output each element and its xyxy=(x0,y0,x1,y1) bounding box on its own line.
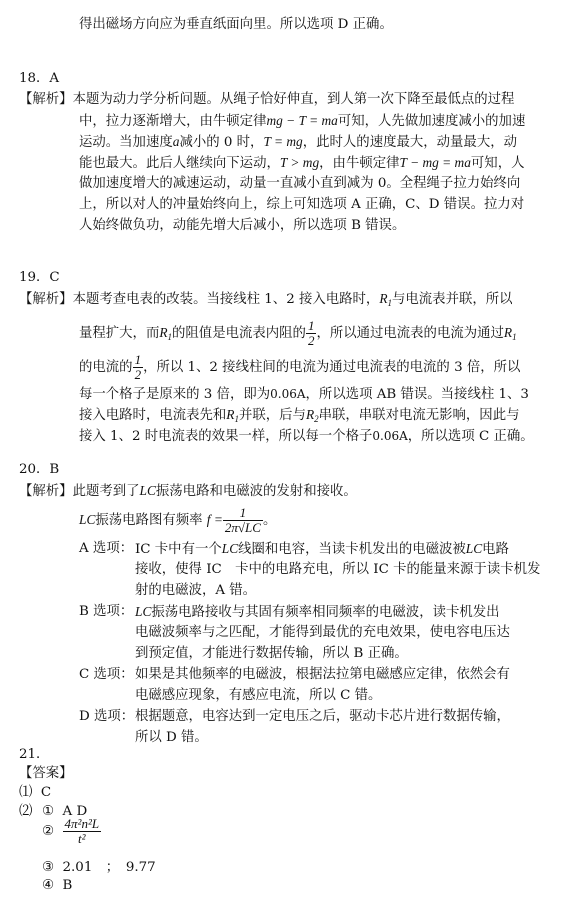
answer-tag: 【答案】 xyxy=(19,766,73,781)
option-a-label: A 选项： xyxy=(79,541,134,556)
option-b-line-1: LC振荡电路接收与其固有频率相同频率的电磁波，读卡机发出 xyxy=(135,604,500,620)
equation: T > mg xyxy=(279,155,320,170)
q19-number: 19．C xyxy=(19,270,60,285)
option-b-line-2: 电磁波频率与之匹配，才能得到最优的充电效果，使电容电压达 xyxy=(135,625,510,640)
q19-line-5: 接入电路时，电流表先和$R_1$并联，后与$R_2$串联，串联对电流无影响，因此与 xyxy=(79,407,520,424)
option-b-line-3: 到预定值，才能进行数据传输，所以 B 正确。 xyxy=(135,646,408,661)
q21-part-1: ⑴ C xyxy=(19,785,52,800)
q17-tail: 得出磁场方向应为垂直纸面向里。所以选项 D 正确。 xyxy=(79,17,393,32)
frequency-fraction: $\frac{1}{2\pi√LC}$ xyxy=(224,504,261,535)
option-d-line-1: 根据题意，电容达到一定电压之后，驱动卡芯片进行数据传输， xyxy=(135,709,510,724)
q19-line-6: 接入 1、2 时电流表的效果一样，所以每一个格子0.06A，所以选项 C 正确。 xyxy=(79,429,534,444)
fraction-half: $\frac{1}{2}$ xyxy=(134,351,142,382)
option-d-label: D 选项： xyxy=(79,709,135,724)
q21-sub-3: ③ 2.01 ； 9.77 xyxy=(42,860,156,875)
q18-line-1: 【解析】本题为动力学分析问题。从绳子恰好伸直，到人第一次下降至最低点的过程 xyxy=(19,92,515,107)
q18-line-4: 能也最大。此后人继续向下运动，T > mg，由牛顿定律T − mg = ma可知，人 xyxy=(79,155,525,171)
resistor-r1: $R_1$ xyxy=(226,407,239,424)
q20-frequency-line: LC振荡电路图有频率 f = $\frac{1}{2\pi√LC}$ 。 xyxy=(79,504,277,535)
resistor-r1: $R_1$ xyxy=(159,325,173,342)
equation: T − mg = ma xyxy=(399,155,471,170)
q19-line-3: 的电流的 $\frac{1}{2}$ ，所以 1、2 接线柱间的电流为通过电流表的电流的 3 倍，所以 xyxy=(79,351,521,382)
q18-line-3: 运动。当加速度a减小的 0 时，T = mg，此时人的速度最大，动量最大，动 xyxy=(79,134,517,150)
option-a-line-2: 接收，使得 IC 卡中的电路充电，所以 IC 卡的能量来源于读卡机发 xyxy=(135,562,541,577)
q19-line-4: 每一个格子是原来的 3 倍，即为0.06A，所以选项 AB 错误。当接线柱 1、3 xyxy=(79,387,529,402)
q21-sub-2: ② $\frac{\text{4π²n²L}}{\text{t²}}$ xyxy=(42,815,100,846)
q19-line-2: 量程扩大，而$R_1$的阻值是电流表内阻的 $\frac{1}{2}$ ，所以通过电流表的电流为通过$R_1$ xyxy=(79,317,517,348)
q19-line-1: 【解析】本题考查电表的改装。当接线柱 1、2 接入电路时，$R_1$与电流表并联，所以 xyxy=(19,291,513,308)
q20-line-1: 【解析】此题考到了LC振荡电路和电磁波的发射和接收。 xyxy=(19,483,357,499)
q21-number: 21． xyxy=(19,747,50,762)
q18-line-6: 上，所以对人的冲量始终向上，综上可知选项 A 正确，C、D 错误。拉力对 xyxy=(79,197,525,212)
option-b-label: B 选项： xyxy=(79,604,134,619)
q21-sub-4: ④ B xyxy=(42,878,73,893)
option-c-line-2: 电磁感应现象，有感应电流，所以 C 错。 xyxy=(135,688,382,703)
option-c-label: C 选项： xyxy=(79,667,134,682)
resistor-r1: $R_1$ xyxy=(379,291,393,308)
fraction-half: $\frac{1}{2}$ xyxy=(307,317,315,348)
resistor-r2: $R_2$ xyxy=(305,407,319,424)
q21-sub-1: ① A D xyxy=(42,804,88,819)
option-c-line-1: 如果是其他频率的电磁波，根据法拉第电磁感应定律，依然会有 xyxy=(135,667,510,682)
analysis-tag: 【解析】 xyxy=(19,292,73,307)
option-a-line-1: IC 卡中有一个LC线圈和电容，当读卡机发出的电磁波被LC电路 xyxy=(135,541,509,557)
q18-line-5: 做加速度增大的减速运动，动量一直减小直到减为 0。全程绳子拉力始终向 xyxy=(79,176,521,191)
q18-line-2: 中，拉力逐渐增大，由牛顿定律mg − T = ma可知，人先做加速度减小的加速 xyxy=(79,113,526,129)
analysis-tag: 【解析】 xyxy=(19,484,73,499)
option-d-line-2: 所以 D 错。 xyxy=(135,730,208,745)
option-a-line-3: 射的电磁波，A 错。 xyxy=(135,583,257,598)
q21-part-2-label: ⑵ xyxy=(19,804,33,819)
resistor-r1: $R_1$ xyxy=(503,325,517,342)
answer-fraction: $\frac{\text{4π²n²L}}{\text{t²}}$ xyxy=(64,815,100,846)
equation: T = mg xyxy=(263,134,303,149)
equation: mg − T = ma xyxy=(266,113,338,128)
analysis-tag: 【解析】 xyxy=(19,92,73,107)
q18-number: 18．A xyxy=(19,71,60,86)
q20-number: 20．B xyxy=(19,462,60,477)
q18-line-7: 人始终做负功，动能先增大后减小，所以选项 B 错误。 xyxy=(79,218,406,233)
